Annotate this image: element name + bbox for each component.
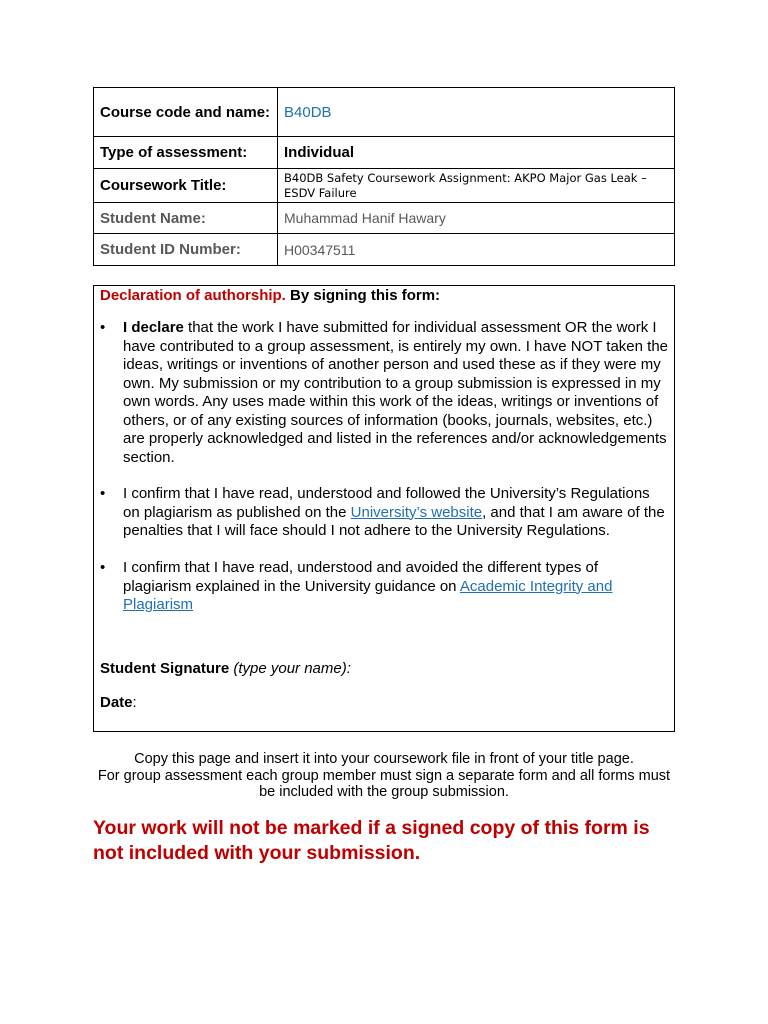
- bullet-2-post: , and that I am aware of the penalties that I will face should I not adhere to the University Regulations.: [123, 503, 665, 539]
- bullet-2-pre: I confirm that I have read, understood and followed the University’s Regulations on plagiarism as published on the: [123, 485, 650, 521]
- student-name-row: [94, 203, 675, 234]
- bullet-1-text: [123, 319, 668, 467]
- declaration-bullet-1: [100, 319, 668, 467]
- note-line-1: Copy this page and insert it into your coursework file in front of your title page.: [134, 751, 634, 767]
- student-signature-line[interactable]: [100, 660, 351, 677]
- submission-warning: Your work will not be marked if a signed copy of this form is not included with your submission.: [93, 817, 650, 864]
- assessment-type-label: Type of assessment:: [94, 137, 278, 169]
- declaration-heading-red: Declaration of authorship.: [100, 287, 286, 304]
- instruction-note: [93, 751, 675, 801]
- date-line[interactable]: [100, 694, 137, 711]
- declaration-heading: [100, 287, 440, 304]
- declaration-heading-black: By signing this form:: [290, 287, 441, 304]
- bullet-3-pre: I confirm that I have read, understood and avoided the different types of plagiarism explained in the University guidance on: [123, 559, 599, 595]
- bullet-3-text: [123, 559, 668, 615]
- bullet-icon: •: [100, 485, 106, 502]
- coursework-info-table: [93, 87, 675, 266]
- bullet-1-bold: I declare: [123, 319, 184, 336]
- note-line-2: For group assessment each group member must sign a separate form and all forms must be included with the group submission.: [97, 767, 671, 800]
- course-row: [94, 88, 675, 137]
- student-id-row: [94, 234, 675, 266]
- student-id-label: Student ID Number:: [94, 234, 278, 266]
- coursework-title-row: [94, 169, 675, 203]
- course-value[interactable]: B40DB: [278, 88, 675, 137]
- date-colon: :: [132, 694, 137, 711]
- declaration-box: [93, 285, 675, 732]
- university-website-link[interactable]: University’s website: [350, 503, 483, 521]
- bullet-1-body: that the work I have submitted for individual assessment OR the work I have contributed to a group assessment, is entirely my own. I have NOT taken the ideas, writings or inventions of another person and used these as if they were my own. My submission or my contribution to a group submission is expressed in my own words. Any uses made within this work of the ideas, writings or inventions of others, or of any existing sources of information (books, journals, websites, etc.) are properly acknowledged and listed in the references and/or acknowledgements section.: [123, 319, 669, 466]
- bullet-2-text: [123, 485, 668, 541]
- course-label: Course code and name:: [94, 88, 278, 137]
- student-name-label: Student Name:: [94, 203, 278, 234]
- declaration-bullet-2: [100, 485, 668, 541]
- coursework-title-label: Coursework Title:: [94, 169, 278, 203]
- bullet-icon: •: [100, 559, 106, 576]
- bullet-icon: •: [100, 319, 106, 336]
- student-name-value[interactable]: Muhammad Hanif Hawary: [278, 203, 675, 234]
- assessment-type-row: [94, 137, 675, 169]
- coursework-title-value[interactable]: B40DB Safety Coursework Assignment: AKPO Major Gas Leak – ESDV Failure: [278, 169, 675, 203]
- signature-hint: (type your name):: [229, 660, 351, 677]
- signature-label: Student Signature: [100, 660, 230, 677]
- student-id-value[interactable]: H00347511: [278, 234, 675, 266]
- academic-integrity-link[interactable]: Academic Integrity and Plagiarism: [123, 577, 613, 613]
- date-label: Date: [100, 694, 133, 711]
- assessment-type-value[interactable]: Individual: [278, 137, 675, 169]
- declaration-bullet-3: [100, 559, 668, 615]
